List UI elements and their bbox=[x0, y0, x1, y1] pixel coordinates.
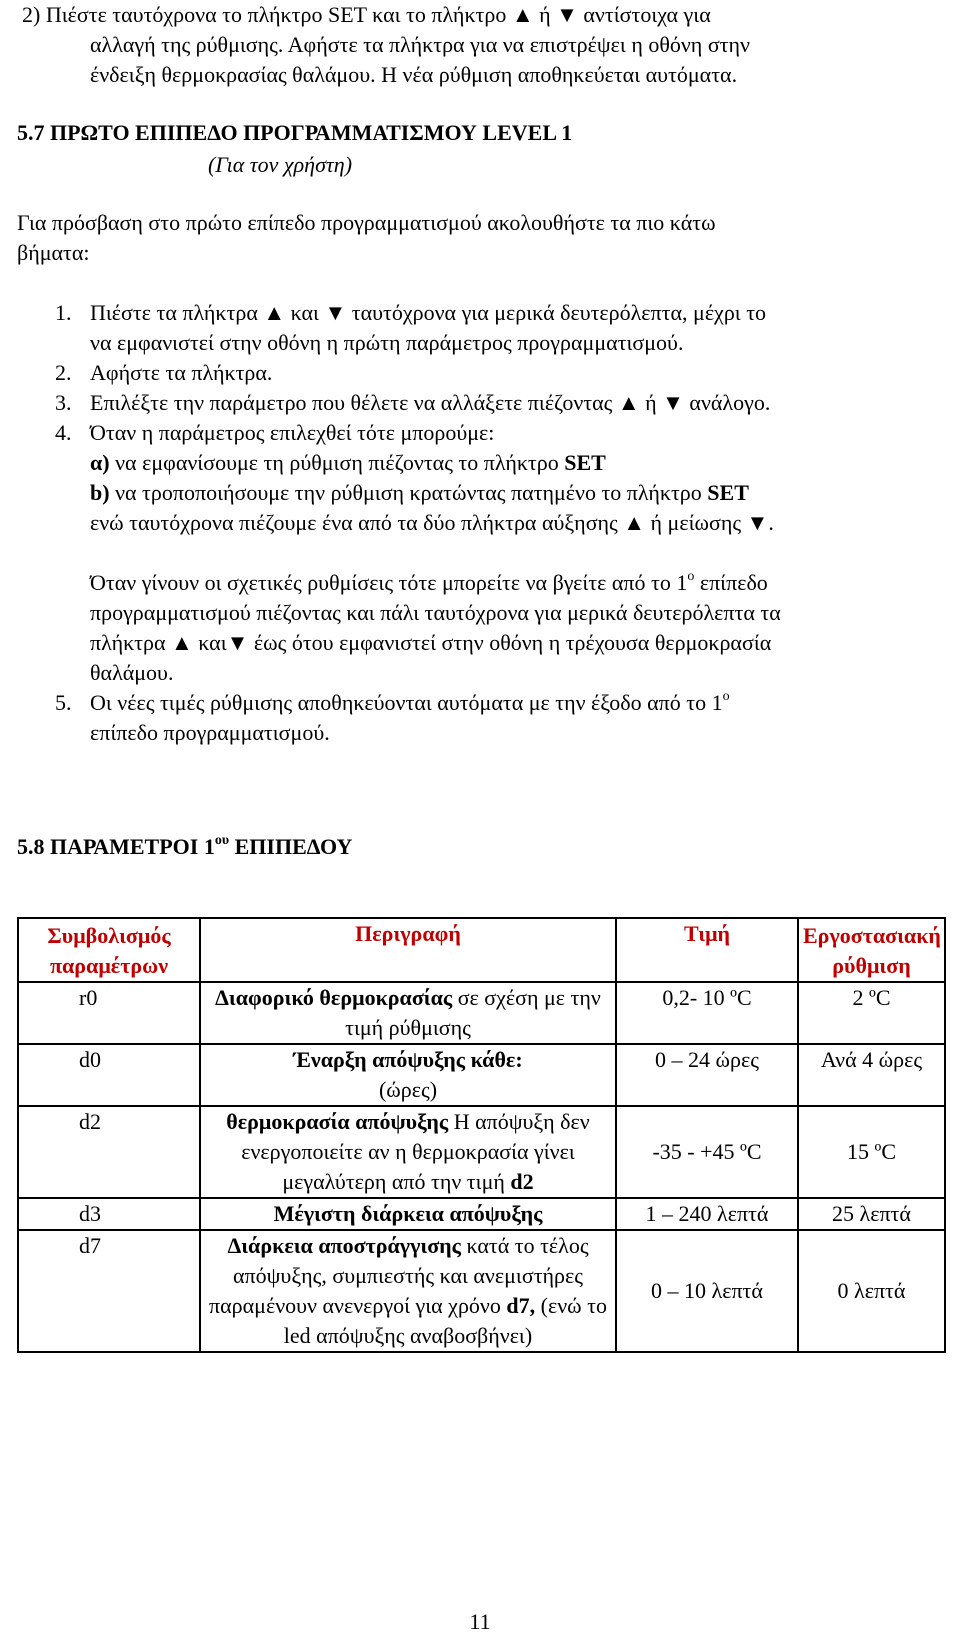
desc-d0-bold: Έναρξη απόψυξης κάθε: bbox=[293, 1047, 523, 1072]
step-5-number: 5. bbox=[55, 690, 72, 715]
parameters-table bbox=[17, 917, 946, 1353]
symbol-d7: d7 bbox=[18, 1230, 200, 1352]
symbol-d0: d0 bbox=[18, 1044, 200, 1106]
step-4a-key: SET bbox=[564, 450, 606, 475]
table-row bbox=[18, 1230, 945, 1352]
desc-d0 bbox=[200, 1044, 616, 1106]
step-4b-key: SET bbox=[707, 480, 749, 505]
value-d3: 1 – 240 λεπτά bbox=[616, 1198, 798, 1230]
intro-item2-line3: ένδειξη θερμοκρασίας θαλάμου. Η νέα ρύθμιση αποθηκεύεται αυτόματα. bbox=[90, 62, 738, 87]
section-58-heading-text: 5.8 ΠΑΡΑΜΕΤΡΟΙ 1 bbox=[17, 834, 215, 859]
step-3-number: 3. bbox=[55, 390, 72, 415]
exit-line-4: θαλάμου. bbox=[90, 660, 174, 685]
desc-d0-rest: (ώρες) bbox=[378, 1077, 438, 1102]
default-d2: 15 ºC bbox=[798, 1106, 945, 1198]
default-r0: 2 ºC bbox=[798, 982, 945, 1044]
step-2-text: Αφήστε τα πλήκτρα. bbox=[90, 360, 273, 385]
section-58-heading-tail: ΕΠΙΠΕΔΟΥ bbox=[229, 834, 353, 859]
value-d7: 0 – 10 λεπτά bbox=[616, 1230, 798, 1352]
desc-d7-rest: κατά το τέλος απόψυξης, συμπιεστής και ανεμιστήρες παραμένουν ανενεργοί για χρόνο bbox=[209, 1233, 589, 1318]
access-line-1: Για πρόσβαση στο πρώτο επίπεδο προγραμματισμού ακολουθήστε τα πιο κάτω bbox=[17, 210, 716, 235]
desc-d2-bold: θερμοκρασία απόψυξης bbox=[226, 1109, 449, 1134]
step-4-number: 4. bbox=[55, 420, 72, 445]
table-row bbox=[18, 1198, 945, 1230]
exit-line-1-text: Όταν γίνουν οι σχετικές ρυθμίσεις τότε μπορείτε να βγείτε από το 1 bbox=[90, 570, 688, 595]
desc-d2-bold2: d2 bbox=[510, 1169, 534, 1194]
desc-d7-rest2: (ενώ το led απόψυξης αναβοσβήνει) bbox=[283, 1293, 607, 1348]
symbol-d3: d3 bbox=[18, 1198, 200, 1230]
exit-line-1-tail: επίπεδο bbox=[694, 570, 768, 595]
header-description: Περιγραφή bbox=[200, 918, 616, 982]
value-d2: -35 - +45 ºC bbox=[616, 1106, 798, 1198]
symbol-d2: d2 bbox=[18, 1106, 200, 1198]
desc-d3 bbox=[200, 1198, 616, 1230]
step-4b-text: να τροποποιήσουμε την ρύθμιση κρατώντας πατημένο το πλήκτρο bbox=[115, 480, 702, 505]
desc-d7-bold2: d7, bbox=[506, 1293, 536, 1318]
section-57-subheading: (Για τον χρήστη) bbox=[208, 152, 353, 177]
step-4a bbox=[90, 448, 606, 478]
step-4b bbox=[90, 478, 749, 508]
step-5-line1 bbox=[90, 688, 730, 722]
desc-d3-bold: Μέγιστη διάρκεια απόψυξης bbox=[273, 1201, 543, 1226]
step-4b-label: b) bbox=[90, 480, 110, 505]
value-d0: 0 – 24 ώρες bbox=[616, 1044, 798, 1106]
exit-line-3: πλήκτρα ▲ και▼ έως ότου εμφανιστεί στην οθόνη η τρέχουσα θερμοκρασία bbox=[90, 630, 772, 655]
step-1-number: 1. bbox=[55, 300, 72, 325]
step-4-text: Όταν η παράμετρος επιλεχθεί τότε μπορούμε: bbox=[90, 420, 495, 445]
exit-line-1 bbox=[90, 568, 768, 602]
desc-r0-rest: σε σχέση με την τιμή ρύθμισης bbox=[345, 985, 601, 1040]
exit-line-1-sup: ο bbox=[687, 569, 695, 584]
intro-item2-line1: 2) Πιέστε ταυτόχρονα το πλήκτρο SET και το πλήκτρο ▲ ή ▼ αντίστοιχα για bbox=[22, 2, 711, 27]
desc-d2 bbox=[200, 1106, 616, 1198]
desc-d7 bbox=[200, 1230, 616, 1352]
step-4a-text: να εμφανίσουμε τη ρύθμιση πιέζοντας το πλήκτρο bbox=[115, 450, 559, 475]
step-1-line2: να εμφανιστεί στην οθόνη η πρώτη παράμετρος προγραμματισμού. bbox=[90, 330, 684, 355]
table-row bbox=[18, 982, 945, 1044]
header-value: Τιμή bbox=[616, 918, 798, 982]
table-header-row bbox=[18, 918, 945, 982]
desc-r0-bold: Διαφορικό θερμοκρασίας bbox=[215, 985, 453, 1010]
header-default: Εργοστασιακή ρύθμιση bbox=[798, 918, 945, 982]
header-symbol: Συμβολισμός παραμέτρων bbox=[18, 918, 200, 982]
default-d0: Ανά 4 ώρες bbox=[798, 1044, 945, 1106]
step-5-line1-sup: ο bbox=[722, 689, 730, 704]
step-2-number: 2. bbox=[55, 360, 72, 385]
section-57-heading: 5.7 ΠΡΩΤΟ ΕΠΙΠΕΔΟ ΠΡΟΓΡΑΜΜΑΤΙΣΜΟΥ LEVEL 1 bbox=[17, 120, 573, 145]
step-4b-line2: ενώ ταυτόχρονα πιέζουμε ένα από τα δύο πλήκτρα αύξησης ▲ ή μείωσης ▼. bbox=[90, 510, 774, 535]
exit-line-2: προγραμματισμού πιέζοντας και πάλι ταυτόχρονα για μερικά δευτερόλεπτα τα bbox=[90, 600, 781, 625]
value-r0: 0,2- 10 ºC bbox=[616, 982, 798, 1044]
default-d7: 0 λεπτά bbox=[798, 1230, 945, 1352]
page-number: 11 bbox=[469, 1609, 491, 1634]
desc-d2-rest: Η απόψυξη δεν ενεργοποιείτε αν η θερμοκρασία γίνει μεγαλύτερη από την τιμή bbox=[241, 1109, 590, 1194]
desc-d7-bold: Διάρκεια αποστράγγισης bbox=[227, 1233, 461, 1258]
section-58-heading-sup: ου bbox=[214, 833, 230, 848]
access-line-2: βήματα: bbox=[17, 240, 90, 265]
step-3-text: Επιλέξτε την παράμετρο που θέλετε να αλλάξετε πιέζοντας ▲ ή ▼ ανάλογο. bbox=[90, 390, 771, 415]
table-row bbox=[18, 1106, 945, 1198]
step-5-line1-text: Οι νέες τιμές ρύθμισης αποθηκεύονται αυτόματα με την έξοδο από το 1 bbox=[90, 690, 723, 715]
step-4a-label: α) bbox=[90, 450, 110, 475]
default-d3: 25 λεπτά bbox=[798, 1198, 945, 1230]
intro-item2-line2: αλλαγή της ρύθμισης. Αφήστε τα πλήκτρα για να επιστρέψει η οθόνη στην bbox=[90, 32, 750, 57]
table-row bbox=[18, 1044, 945, 1106]
section-58-heading bbox=[17, 832, 352, 866]
symbol-r0: r0 bbox=[18, 982, 200, 1044]
desc-r0 bbox=[200, 982, 616, 1044]
step-1-line1: Πιέστε τα πλήκτρα ▲ και ▼ ταυτόχρονα για μερικά δευτερόλεπτα, μέχρι το bbox=[90, 300, 767, 325]
step-5-line2: επίπεδο προγραμματισμού. bbox=[90, 720, 330, 745]
